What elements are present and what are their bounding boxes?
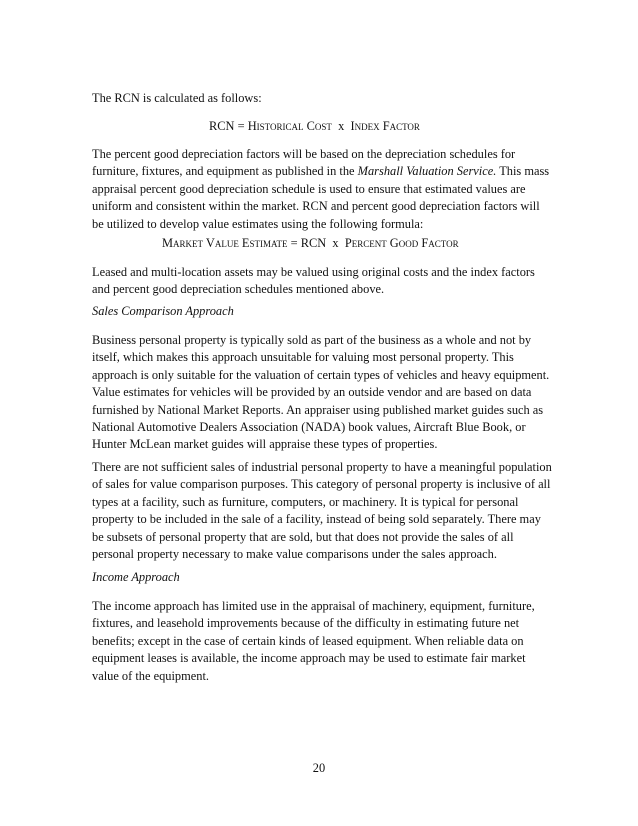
depreciation-paragraph <box>92 146 554 233</box>
sales-comparison-paragraph-2: There are not sufficient sales of industrial personal property to have a meaningful population of sales for value comparison purposes. This category of personal property is inclusive of all types at a facility, such as furniture, computers, or machinery. It is typical for personal property to be included in the sale of a facility, instead of being sold separately. There may be subsets of personal property that are sold, but that does not provide the sales of all personal property necessary to make value comparisons under the sales approach. <box>92 460 552 562</box>
rcn-formula-historical-cost: Historical Cost <box>247 119 332 133</box>
leased-assets-paragraph: Leased and multi-location assets may be valued using original costs and the index factors and percent good depreciation schedules mentioned above. <box>92 265 535 297</box>
marshall-valuation-service-title: Marshall Valuation Service. <box>357 164 497 179</box>
depreciation-paragraph-part-1: The percent good depreciation factors will be based on the depreciation schedules for furniture, fixtures, and equipment as published in the <box>92 147 516 179</box>
rcn-formula-operator: x <box>338 119 345 133</box>
income-approach-paragraph: The income approach has limited use in the appraisal of machinery, equipment, furniture, fixtures, and leasehold improvements because of the difficulty in estimating future net benefits; except in the case of certain kinds of leased equipment. When reliable data on equipment leases is available, the income approach may be used to estimate fair market value of the equipment. <box>92 599 535 683</box>
market-formula-rcn: RCN <box>300 236 327 250</box>
page-number: 20 <box>312 761 326 775</box>
rcn-formula-index-factor: Index Factor <box>350 119 420 133</box>
market-formula-percent-good-factor: Percent Good Factor <box>344 236 459 250</box>
income-approach-heading: Income Approach <box>92 570 180 584</box>
market-formula-equals: = <box>290 236 298 250</box>
rcn-formula <box>209 118 420 135</box>
market-value-formula <box>162 235 459 252</box>
market-formula-lhs: Market Value Estimate <box>162 236 288 250</box>
rcn-formula-equals: = <box>237 119 245 133</box>
depreciation-paragraph-part-2: This mass appraisal percent good depreciation schedule is used to ensure that estimated values are uniform and consistent within the market. RCN and percent good depreciation factors will be utilized to develop value estimates using the following formula: <box>92 164 550 231</box>
sales-comparison-paragraph-1: Business personal property is typically sold as part of the business as a whole and not by itself, which makes this approach unsuitable for valuing most personal property. This approach is only suitable for the valuation of certain types of vehicles and heavy equipment. Value estimates for vehicles will be provided by an outside vendor and are based on data furnished by National Market Reports. An appraiser using published market guides such as National Automotive Dealers Association (NADA) book values, Aircraft Blue Book, or Hunter McLean market guides will appraise these types of properties. <box>92 333 550 452</box>
market-formula-operator: x <box>332 236 339 250</box>
sales-comparison-heading: Sales Comparison Approach <box>92 304 234 318</box>
rcn-intro: The RCN is calculated as follows: <box>92 91 262 105</box>
rcn-formula-lhs: RCN <box>209 119 235 133</box>
